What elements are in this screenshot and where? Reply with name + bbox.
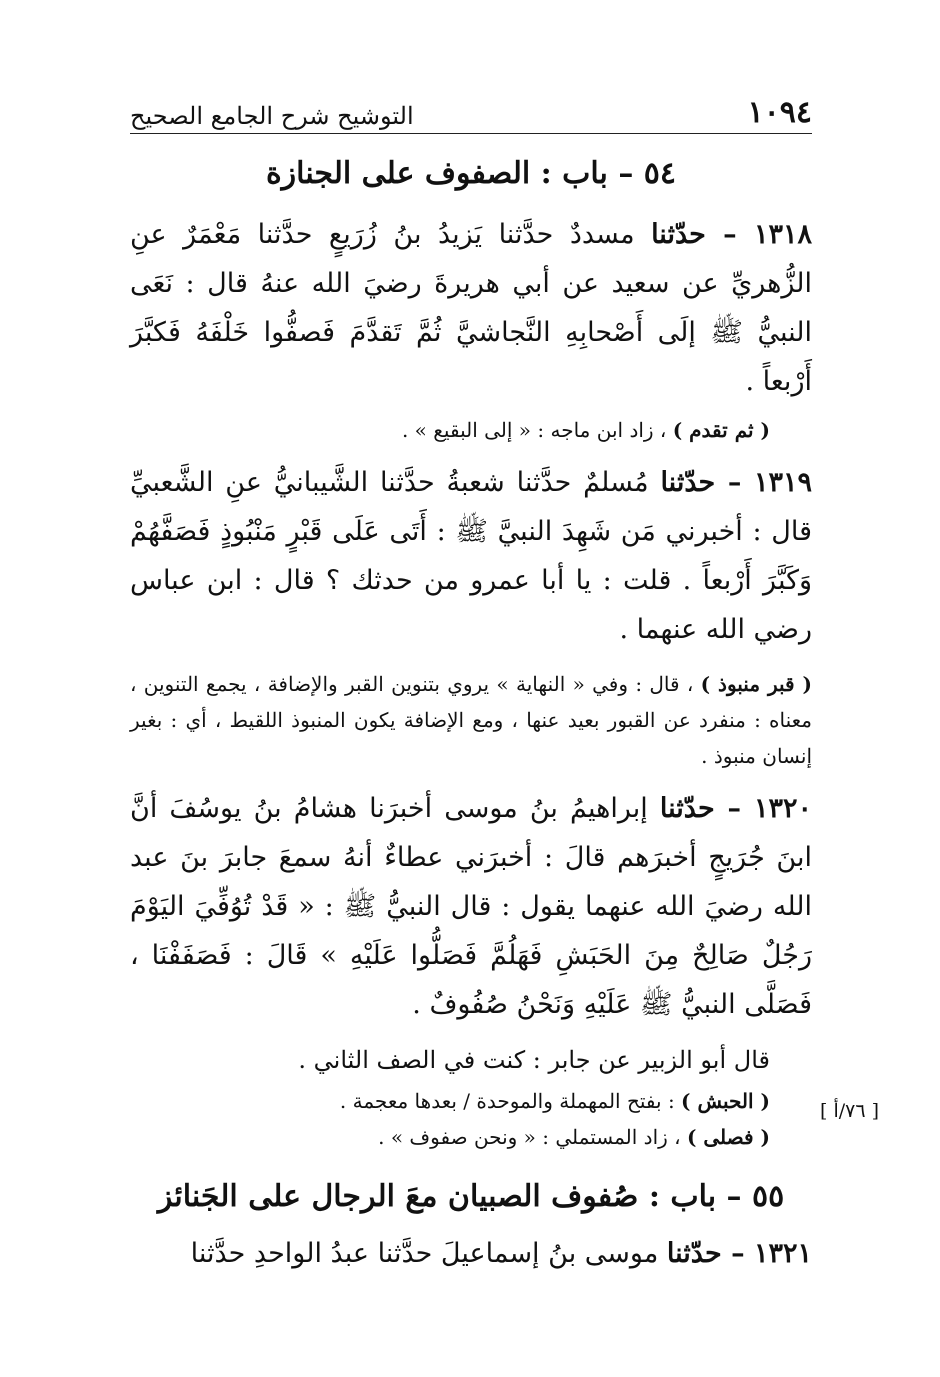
header-divider [130, 133, 812, 134]
commentary-1320-salla [130, 1119, 812, 1155]
commentary-1318 [130, 412, 812, 448]
commentary-1319 [130, 666, 812, 774]
page-number: ١٠٩٤ [747, 95, 812, 130]
hadith-number-1321: ١٣٢١ – حدّثنا [666, 1238, 812, 1269]
hadith-number-1318: ١٣١٨ – حدّثنا [651, 219, 812, 250]
commentary-1320-habash [130, 1083, 812, 1119]
commentary-text-salla: ، زاد المستملي : « ونحن صفوف » . [378, 1125, 687, 1149]
hadith-1320 [130, 784, 812, 1029]
hadith-1319 [130, 458, 812, 654]
commentary-term-1318: ( ثم تقدم ) [672, 418, 770, 442]
commentary-term-salla: ( فصلى ) [686, 1125, 770, 1149]
narration-abu-zubair: قال أبو الزبير عن جابر : كنت في الصف الثاني . [298, 1046, 770, 1074]
hadith-number-1319: ١٣١٩ – حدّثنا [660, 467, 812, 498]
commentary-text-habash: : بفتح المهملة والموحدة / بعدها معجمة . [339, 1089, 682, 1113]
hadith-text-1319: مُسلمٌ حدَّثنا شعبةُ حدَّثنا الشَّيبانيُّ عنِ الشَّعبيِّ قال : أخبرني مَن شَهِدَ النبيَّ ﷺ : أَتَى عَلَى قَبْرٍ مَنْبُوذٍ فَصَفَّهُمْ وَكَبَّرَ أَرْبعاً . قلت : يا أبا عمرو من حدثك ؟ قال : ابن عباس رضي الله عنهما . [130, 467, 812, 645]
page-header [130, 82, 812, 128]
commentary-text-1318: ، زاد ابن ماجه : « إلى البقيع » . [401, 418, 673, 442]
hadith-1318 [130, 210, 812, 406]
hadith-text-1318: مسددٌ حدَّثنا يَزيدُ بنُ زُرَيعٍ حدَّثنا مَعْمَرٌ عنِ الزُّهريِّ عن سعيد عن أبي هريرةَ رضيَ الله عنهُ قال : نَعَى النبيُّ ﷺ إلَى أَصْحابِهِ النَّجاشيَّ ثُمَّ تَقدَّمَ فَصفُّوا خَلْفَهُ فَكبَّرَ أَرْبعاً . [130, 219, 812, 397]
commentary-text-1319: ، قال : وفي « النهاية » يروي بتنوين القبر والإضافة ، يجمع التنوين ، معناه : منفرد عن القبور بعيد عنها ، ومع الإضافة يكون المنبوذ اللقيط ، أي : بغير إنسان منبوذ . [130, 672, 812, 768]
commentary-term-habash: ( الحبش ) [681, 1089, 770, 1113]
page-body [130, 142, 812, 1278]
hadith-1321 [130, 1229, 812, 1278]
running-title: التوشيح شرح الجامع الصحيح [130, 102, 414, 130]
hadith-text-1320: إبراهيمُ بنُ موسى أخبرَنا هشامُ بنُ يوسُفَ أنَّ ابنَ جُرَيجٍ أخبرَهم قالَ : أخبرَني عطاءٌ أنهُ سمعَ جابرَ بنَ عبد الله رضيَ الله عنهما يقول : قال النبيُّ ﷺ : « قَدْ تُوُفِّيَ اليَوْمَ رَجُلٌ صَالِحٌ مِنَ الحَبَشِ فَهَلُمَّ فَصَلُّوا عَلَيْهِ » قَالَ : فَصَفَفْنَا ، فَصَلَّى النبيُّ ﷺ عَلَيْهِ وَنَحْنُ صُفُوفٌ . [130, 793, 812, 1020]
commentary-term-1319: ( قبر منبوذ ) [700, 672, 812, 696]
chapter-heading-55: ٥٥ – باب : صُفوف الصبيان معَ الرجال على الجَنائز [157, 1179, 785, 1214]
hadith-text-1321: موسى بنُ إسماعيلَ حدَّثنا عبدُ الواحدِ حدَّثنا [190, 1238, 667, 1269]
chapter-heading-54: ٥٤ – باب : الصفوف على الجنازة [265, 156, 677, 191]
hadith-number-1320: ١٣٢٠ – حدّثنا [659, 793, 812, 824]
manuscript-folio-reference: [ ٧٦/أ ] [820, 1100, 880, 1122]
